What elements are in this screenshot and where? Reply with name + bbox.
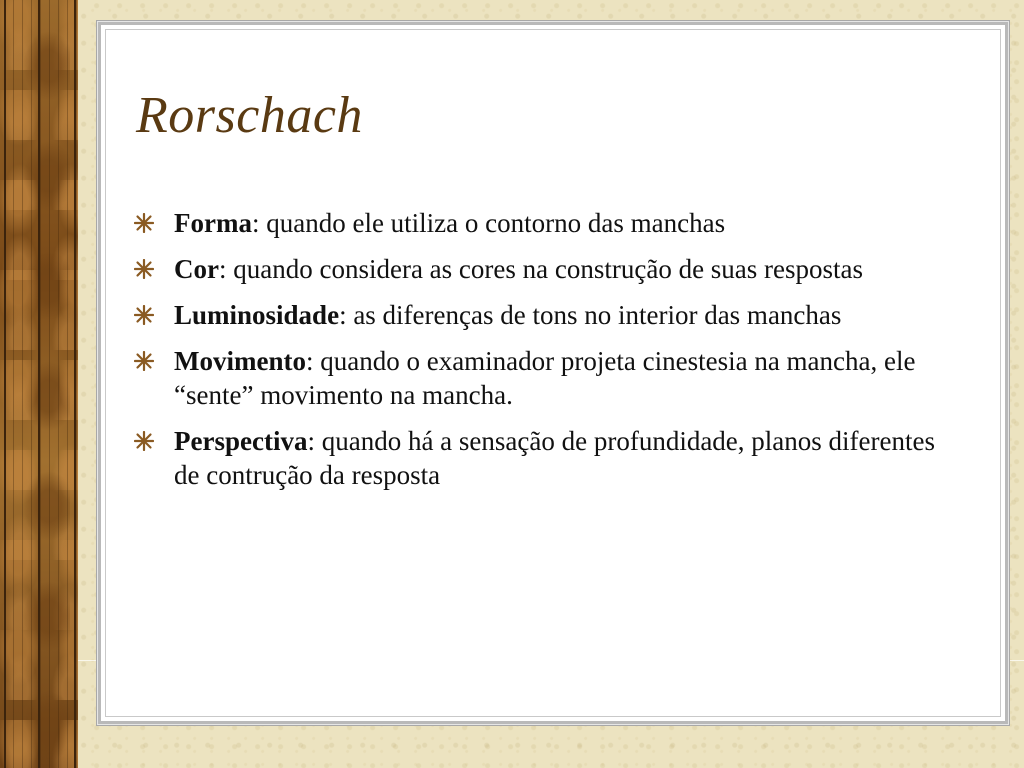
slide-title: Rorschach [136,87,363,144]
strip-divider-line [74,0,76,768]
bullet-term: Movimento [174,346,306,376]
bullet-text: : quando o examinador projeta cinestesia na mancha, ele “sente” movimento na mancha. [174,346,916,410]
slide-frame [98,22,1008,724]
bullet-list [134,206,964,504]
bullet-term: Luminosidade [174,300,340,330]
bullet-item [134,344,964,412]
star-burst-icon [134,259,154,279]
star-burst-icon [134,351,154,371]
bullet-item [134,298,964,332]
slide-content-area [105,29,1001,717]
star-burst-icon [134,305,154,325]
star-burst-icon [134,431,154,451]
decorative-wood-strip [0,0,78,768]
bullet-term: Cor [174,254,219,284]
bullet-text: : quando há a sensação de profundidade, planos diferentes de contrução da resposta [174,426,935,490]
bullet-text: : as diferenças de tons no interior das manchas [339,300,842,330]
bullet-text: : quando ele utiliza o contorno das manchas [251,208,726,238]
bullet-item [134,424,964,492]
bullet-item [134,252,964,286]
bullet-term: Perspectiva [174,426,308,456]
strip-divider-line [4,0,6,768]
star-burst-icon [134,213,154,233]
bullet-text: : quando considera as cores na construção de suas respostas [218,254,864,284]
strip-divider-line [38,0,40,768]
bullet-item [134,206,964,240]
bullet-term: Forma [174,208,252,238]
